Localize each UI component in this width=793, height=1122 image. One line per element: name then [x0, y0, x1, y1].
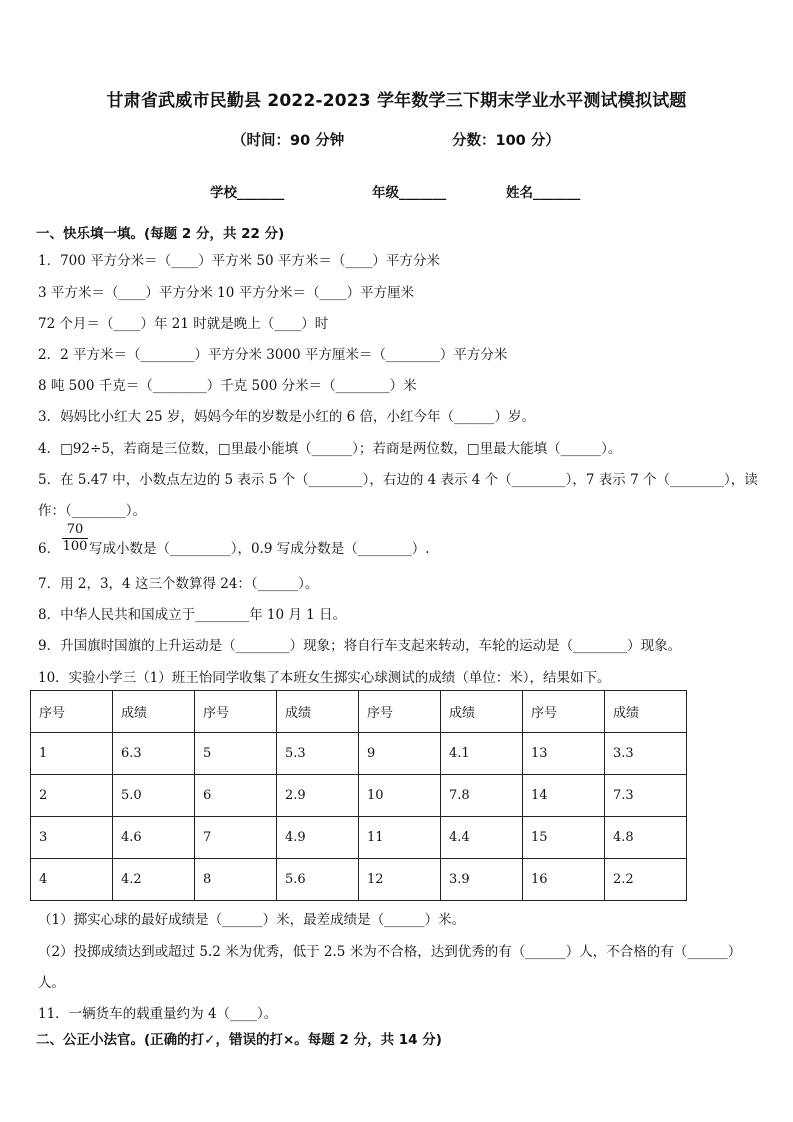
question-line: （1）掷实心球的最好成绩是（______）米，最差成绩是（______）米。 [38, 912, 466, 928]
fraction-70-100 [62, 522, 88, 555]
table-cell: 9 [359, 733, 441, 775]
fraction-denominator: 100 [62, 539, 88, 554]
question-line: 2．2 平方米＝（________）平方分米 3000 平方厘米＝（________）平方分米 [38, 347, 508, 363]
question-line: 5．在 5.47 中，小数点左边的 5 表示 5 个（________），右边的 4 表示 4 个（________），7 表示 7 个（________），读 [38, 472, 758, 488]
exam-time: （时间：90 分钟 [232, 133, 345, 149]
table-cell: 14 [523, 775, 605, 817]
table-header-cell: 成绩 [277, 691, 359, 733]
table-cell: 7.8 [441, 775, 523, 817]
table-cell: 5 [195, 733, 277, 775]
table-cell: 5.3 [277, 733, 359, 775]
table-cell: 4 [31, 859, 113, 901]
table-cell: 5.6 [277, 859, 359, 901]
table-header-cell: 成绩 [441, 691, 523, 733]
table-cell: 3 [31, 817, 113, 859]
table-header-cell: 序号 [523, 691, 605, 733]
scores-table [30, 690, 687, 901]
table-cell: 2 [31, 775, 113, 817]
table-cell: 13 [523, 733, 605, 775]
question-line: 1．700 平方分米＝（____）平方米 50 平方米＝（____）平方分米 [38, 253, 440, 269]
table-cell: 4.4 [441, 817, 523, 859]
table-row [31, 775, 687, 817]
grade-field: 年级_______ [372, 185, 447, 201]
table-cell: 6.3 [113, 733, 195, 775]
question-line: 3 平方米＝（____）平方分米 10 平方分米＝（____）平方厘米 [38, 285, 415, 301]
table-cell: 4.2 [113, 859, 195, 901]
table-row [31, 733, 687, 775]
table-cell: 4.8 [605, 817, 687, 859]
table-cell: 2.9 [277, 775, 359, 817]
table-cell: 5.0 [113, 775, 195, 817]
table-cell: 10 [359, 775, 441, 817]
table-cell: 12 [359, 859, 441, 901]
exam-title: 甘肃省武威市民勤县 2022-2023 学年数学三下期末学业水平测试模拟试题 [106, 91, 687, 111]
question-6-number: 6． [38, 541, 61, 557]
table-header-cell: 序号 [195, 691, 277, 733]
table-cell: 11 [359, 817, 441, 859]
table-cell: 15 [523, 817, 605, 859]
table-cell: 3.3 [605, 733, 687, 775]
exam-score: 分数：100 分） [452, 133, 560, 149]
table-cell: 7 [195, 817, 277, 859]
table-header-cell: 序号 [31, 691, 113, 733]
table-cell: 3.9 [441, 859, 523, 901]
question-line: （2）投掷成绩达到或超过 5.2 米为优秀，低于 2.5 米为不合格，达到优秀的有（______）人，不合格的有（______） [38, 944, 742, 960]
table-header-cell: 成绩 [113, 691, 195, 733]
table-row [31, 859, 687, 901]
table-header-cell: 序号 [359, 691, 441, 733]
table-cell: 4.9 [277, 817, 359, 859]
question-line: 9．升国旗时国旗的上升运动是（________）现象；将自行车支起来转动，车轮的运动是（________）现象。 [38, 638, 682, 654]
fraction-numerator: 70 [62, 522, 88, 539]
name-field: 姓名_______ [506, 185, 581, 201]
school-field: 学校_______ [210, 185, 285, 201]
question-line: 10．实验小学三（1）班王怡同学收集了本班女生掷实心球测试的成绩（单位：米），结果如下。 [38, 670, 611, 686]
table-cell: 4.1 [441, 733, 523, 775]
table-cell: 1 [31, 733, 113, 775]
question-line: 写成小数是（_________），0.9 写成分数是（________）. [89, 541, 430, 557]
question-line: 4．□92÷5，若商是三位数，□里最小能填（______）；若商是两位数，□里最大能填（______）。 [38, 441, 622, 457]
section-2-heading: 二、公正小法官。(正确的打✓，错误的打×。每题 2 分，共 14 分) [36, 1032, 442, 1048]
table-cell: 7.3 [605, 775, 687, 817]
table-header-cell: 成绩 [605, 691, 687, 733]
table-header-row [31, 691, 687, 733]
question-line: 11．一辆货车的载重量约为 4（____）。 [38, 1006, 278, 1022]
question-line: 人。 [38, 975, 65, 991]
question-line: 7．用 2，3，4 这三个数算得 24：（______）。 [38, 576, 319, 592]
question-line: 3．妈妈比小红大 25 岁，妈妈今年的岁数是小红的 6 倍，小红今年（______）岁。 [38, 409, 536, 425]
table-cell: 4.6 [113, 817, 195, 859]
table-row [31, 817, 687, 859]
question-line: 72 个月＝（____）年 21 时就是晚上（____）时 [38, 316, 329, 332]
table-cell: 8 [195, 859, 277, 901]
question-line: 8 吨 500 千克＝（________）千克 500 分米＝（________）米 [38, 378, 417, 394]
section-1-heading: 一、快乐填一填。(每题 2 分，共 22 分) [36, 226, 285, 242]
table-cell: 2.2 [605, 859, 687, 901]
table-cell: 6 [195, 775, 277, 817]
question-line: 作：（________）。 [38, 503, 146, 519]
question-line: 8．中华人民共和国成立于________年 10 月 1 日。 [38, 607, 347, 623]
table-cell: 16 [523, 859, 605, 901]
